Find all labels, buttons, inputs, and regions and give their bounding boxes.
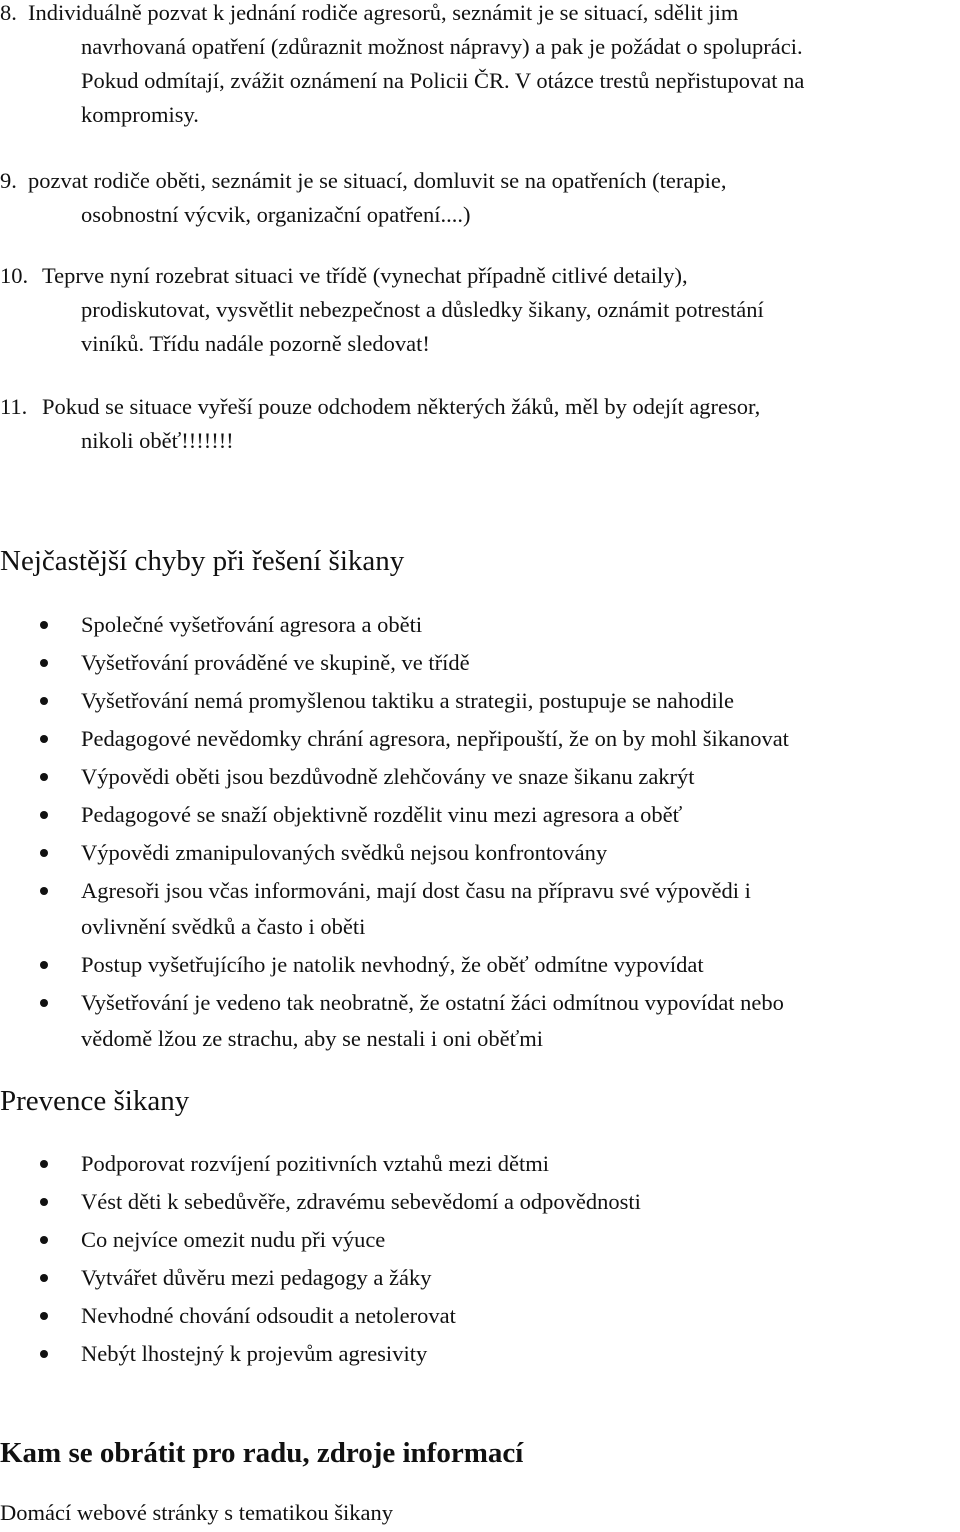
resources-heading: Kam se obrátit pro radu, zdroje informací [0,1437,524,1469]
list-item-text: Výpovědi oběti jsou bezdůvodně zlehčovány ve snaze šikanu zakrýt [81,764,695,789]
list-item-text: Výpovědi zmanipulovaných svědků nejsou konfrontovány [81,840,608,865]
bullet-icon [40,735,48,743]
step-10 [0,259,956,361]
step-text-line: navrhovaná opatření (zdůraznit možnost nápravy) a pak je požádat o spolupráci. [81,34,803,59]
list-item-text: Postup vyšetřujícího je natolik nevhodný, že oběť odmítne vypovídat [81,952,704,977]
list-item-text: Vyšetřování nemá promyšlenou taktiku a strategii, postupuje se nahodile [81,688,734,713]
bullet-icon [40,1312,48,1320]
list-item-text: Vyšetřování je vedeno tak neobratně, že ostatní žáci odmítnou vypovídat nebo [81,990,784,1015]
mistakes-heading: Nejčastější chyby při řešení šikany [0,545,405,577]
step-text-line: prodiskutovat, vysvětlit nebezpečnost a důsledky šikany, oznámit potrestání [81,297,764,322]
step-text-line: nikoli oběť!!!!!!! [81,428,234,453]
bullet-icon [40,811,48,819]
step-text-line: Teprve nyní rozebrat situaci ve třídě (vynechat případně citlivé detaily), [42,263,688,288]
list-item-text: Podporovat rozvíjení pozitivních vztahů mezi dětmi [81,1151,550,1176]
step-text-line: Pokud odmítají, zvážit oznámení na Policii ČR. V otázce trestů nepřistupovat na [81,68,805,93]
list-item-text: Pedagogové nevědomky chrání agresora, nepřipouští, že on by mohl šikanovat [81,726,789,751]
bullet-icon [40,659,48,667]
resources-subheading: Domácí webové stránky s tematikou šikany [0,1500,394,1525]
step-number: 11. [0,394,28,419]
list-item-text: Vyšetřování prováděné ve skupině, ve třídě [81,650,470,675]
step-8 [0,0,956,132]
bullet-icon [40,961,48,969]
list-item-text: Nebýt lhostejný k projevům agresivity [81,1341,428,1366]
list-item-text: ovlivnění svědků a často i oběti [81,914,366,939]
list-item-text: Vytvářet důvěru mezi pedagogy a žáky [81,1265,432,1290]
list-item-text: Vést děti k sebedůvěře, zdravému sebevědomí a odpovědnosti [81,1189,641,1214]
list-item-text: vědomě lžou ze strachu, aby se nestali i oni oběťmi [81,1026,543,1051]
bullet-icon [40,999,48,1007]
step-text-line: Individuálně pozvat k jednání rodiče agresorů, seznámit je se situací, sdělit jim [28,0,739,25]
step-text-line: pozvat rodiče oběti, seznámit je se situací, domluvit se na opatřeních (terapie, [28,168,727,193]
prevention-heading: Prevence šikany [0,1085,190,1117]
bullet-icon [40,1198,48,1206]
list-item-text: Pedagogové se snaží objektivně rozdělit vinu mezi agresora a oběť [81,802,683,827]
bullet-icon [40,1350,48,1358]
step-9 [0,164,956,232]
list-item-text: Agresoři jsou včas informováni, mají dost času na přípravu své výpovědi i [81,878,751,903]
bullet-icon [40,697,48,705]
list-item-text: Společné vyšetřování agresora a oběti [81,612,423,637]
bullet-icon [40,849,48,857]
bullet-icon [40,1160,48,1168]
step-number: 9. [0,168,17,193]
step-text-line: kompromisy. [81,102,199,127]
list-item-text: Co nejvíce omezit nudu při výuce [81,1227,386,1252]
step-text-line: osobnostní výcvik, organizační opatření....) [81,202,471,227]
step-text-line: Pokud se situace vyřeší pouze odchodem některých žáků, měl by odejít agresor, [42,394,761,419]
bullet-icon [40,887,48,895]
step-number: 10. [0,263,29,288]
step-text-line: viníků. Třídu nadále pozorně sledovat! [81,331,430,356]
list-item-text: Nevhodné chování odsoudit a netolerovat [81,1303,456,1328]
bullet-icon [40,1274,48,1282]
step-number: 8. [0,0,17,25]
bullet-icon [40,773,48,781]
step-11 [0,390,956,458]
bullet-icon [40,1236,48,1244]
bullet-icon [40,621,48,629]
